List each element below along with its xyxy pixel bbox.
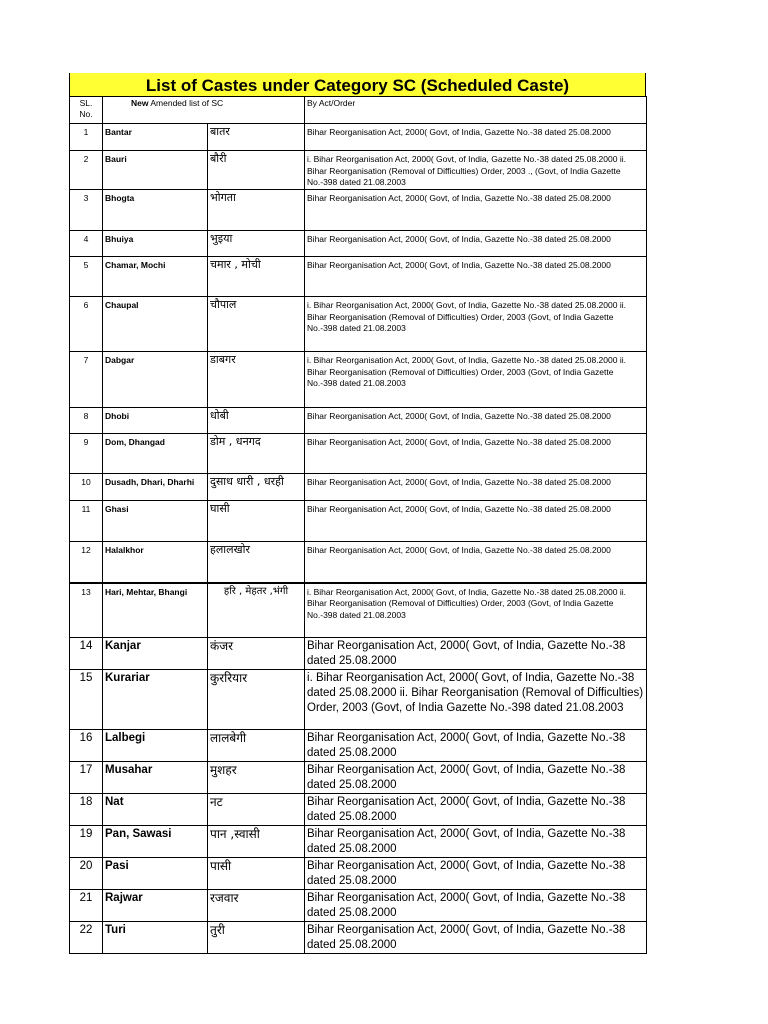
row-caste: Bhogta: [103, 190, 208, 231]
table-row: [70, 151, 647, 190]
row-sl: 9: [70, 434, 103, 474]
row-sl: 4: [70, 231, 103, 257]
row-act: Bihar Reorganisation Act, 2000( Govt, of India, Gazette No.-38 dated 25.08.2000: [305, 922, 647, 954]
table-row: [70, 638, 647, 670]
row-hindi: पान ,स्वासी: [208, 826, 305, 858]
row-caste: Chaupal: [103, 297, 208, 352]
page-title: List of Castes under Category SC (Scheduled Caste): [69, 73, 646, 96]
row-hindi: चौपाल: [208, 297, 305, 352]
table-row: [70, 670, 647, 730]
row-act: Bihar Reorganisation Act, 2000( Govt, of India, Gazette No.-38 dated 25.08.2000: [305, 124, 647, 151]
table-row: [70, 434, 647, 474]
table-row: [70, 474, 647, 501]
table-row: [70, 124, 647, 151]
row-act: Bihar Reorganisation Act, 2000( Govt, of India, Gazette No.-38 dated 25.08.2000: [305, 501, 647, 542]
table-row: [70, 762, 647, 794]
row-sl: 12: [70, 542, 103, 583]
row-act: Bihar Reorganisation Act, 2000( Govt, of India, Gazette No.-38 dated 25.08.2000: [305, 858, 647, 890]
row-caste: Ghasi: [103, 501, 208, 542]
row-act: Bihar Reorganisation Act, 2000( Govt, of India, Gazette No.-38 dated 25.08.2000: [305, 794, 647, 826]
row-hindi: बातर: [208, 124, 305, 151]
row-sl: 2: [70, 151, 103, 190]
row-sl: 11: [70, 501, 103, 542]
row-caste: Bhuiya: [103, 231, 208, 257]
row-hindi: भोगता: [208, 190, 305, 231]
row-hindi: नट: [208, 794, 305, 826]
row-sl: 8: [70, 408, 103, 434]
row-sl: 5: [70, 257, 103, 297]
row-sl: 21: [70, 890, 103, 922]
row-act: i. Bihar Reorganisation Act, 2000( Govt, of India, Gazette No.-38 dated 25.08.2000 ii. Bihar Reorganisation (Removal of Difficulties) Order, 2003 (Govt, of India Gazette No.-398 dated 21.08.2003: [305, 583, 647, 638]
row-sl: 18: [70, 794, 103, 826]
row-act: Bihar Reorganisation Act, 2000( Govt, of India, Gazette No.-38 dated 25.08.2000: [305, 890, 647, 922]
row-caste: Lalbegi: [103, 730, 208, 762]
row-hindi: मुशहर: [208, 762, 305, 794]
row-hindi: डोम , धनगद: [208, 434, 305, 474]
table-row: [70, 231, 647, 257]
row-hindi: धोबी: [208, 408, 305, 434]
row-sl: 17: [70, 762, 103, 794]
table-row: [70, 352, 647, 408]
row-hindi: हरि , मेहतर ,भंगी: [208, 583, 305, 638]
row-hindi: हलालखोर: [208, 542, 305, 583]
row-sl: 7: [70, 352, 103, 408]
row-act: Bihar Reorganisation Act, 2000( Govt, of India, Gazette No.-38 dated 25.08.2000: [305, 826, 647, 858]
table-row: [70, 826, 647, 858]
row-hindi: कंजर: [208, 638, 305, 670]
row-hindi: घासी: [208, 501, 305, 542]
row-sl: 13: [70, 583, 103, 638]
row-sl: 14: [70, 638, 103, 670]
caste-list-sheet: [69, 73, 646, 954]
row-act: Bihar Reorganisation Act, 2000( Govt, of India, Gazette No.-38 dated 25.08.2000: [305, 542, 647, 583]
row-sl: 16: [70, 730, 103, 762]
table-row: [70, 583, 647, 638]
table-row: [70, 890, 647, 922]
row-caste: Dabgar: [103, 352, 208, 408]
table-row: [70, 794, 647, 826]
row-caste: Hari, Mehtar, Bhangi: [103, 583, 208, 638]
row-hindi: लालबेगी: [208, 730, 305, 762]
row-act: Bihar Reorganisation Act, 2000( Govt, of India, Gazette No.-38 dated 25.08.2000: [305, 730, 647, 762]
caste-table: [69, 96, 647, 954]
row-hindi: चमार , मोची: [208, 257, 305, 297]
header-new-label: New: [131, 98, 149, 108]
header-amended-list: [103, 97, 305, 124]
header-amended-label: Amended list of SC: [148, 98, 224, 108]
row-act: i. Bihar Reorganisation Act, 2000( Govt, of India, Gazette No.-38 dated 25.08.2000 ii. Bihar Reorganisation (Removal of Difficulties) Order, 2003 ., (Govt, of India Gazette No.-398 dated 21.08.2003: [305, 151, 647, 190]
table-row: [70, 190, 647, 231]
table-row: [70, 501, 647, 542]
row-caste: Turi: [103, 922, 208, 954]
row-caste: Dom, Dhangad: [103, 434, 208, 474]
row-hindi: पासी: [208, 858, 305, 890]
row-sl: 20: [70, 858, 103, 890]
row-caste: Kurariar: [103, 670, 208, 730]
row-hindi: कुररियार: [208, 670, 305, 730]
row-caste: Halalkhor: [103, 542, 208, 583]
row-hindi: भुइया: [208, 231, 305, 257]
row-caste: Rajwar: [103, 890, 208, 922]
row-hindi: दुसाध धारी , धरही: [208, 474, 305, 501]
row-caste: Musahar: [103, 762, 208, 794]
row-act: Bihar Reorganisation Act, 2000( Govt, of India, Gazette No.-38 dated 25.08.2000: [305, 190, 647, 231]
row-act: i. Bihar Reorganisation Act, 2000( Govt, of India, Gazette No.-38 dated 25.08.2000 ii. Bihar Reorganisation (Removal of Difficulties) Order, 2003 (Govt, of India Gazette No.-398 dated 21.08.2003: [305, 670, 647, 730]
row-sl: 19: [70, 826, 103, 858]
row-act: Bihar Reorganisation Act, 2000( Govt, of India, Gazette No.-38 dated 25.08.2000: [305, 474, 647, 501]
row-act: Bihar Reorganisation Act, 2000( Govt, of India, Gazette No.-38 dated 25.08.2000: [305, 231, 647, 257]
row-caste: Chamar, Mochi: [103, 257, 208, 297]
row-act: i. Bihar Reorganisation Act, 2000( Govt, of India, Gazette No.-38 dated 25.08.2000 ii. Bihar Reorganisation (Removal of Difficulties) Order, 2003 (Govt, of India Gazette No.-398 dated 21.08.2003: [305, 297, 647, 352]
row-caste: Dhobi: [103, 408, 208, 434]
row-sl: 3: [70, 190, 103, 231]
row-hindi: रजवार: [208, 890, 305, 922]
table-row: [70, 257, 647, 297]
table-row: [70, 922, 647, 954]
row-caste: Pasi: [103, 858, 208, 890]
table-row: [70, 730, 647, 762]
header-by-act: By Act/Order: [305, 97, 647, 124]
row-caste: Bantar: [103, 124, 208, 151]
row-hindi: बौरी: [208, 151, 305, 190]
row-act: Bihar Reorganisation Act, 2000( Govt, of India, Gazette No.-38 dated 25.08.2000: [305, 638, 647, 670]
table-row: [70, 297, 647, 352]
table-header-row: [70, 97, 647, 124]
row-hindi: तुरी: [208, 922, 305, 954]
row-sl: 10: [70, 474, 103, 501]
row-caste: Nat: [103, 794, 208, 826]
row-act: i. Bihar Reorganisation Act, 2000( Govt, of India, Gazette No.-38 dated 25.08.2000 ii. Bihar Reorganisation (Removal of Difficulties) Order, 2003 (Govt, of India Gazette No.-398 dated 21.08.2003: [305, 352, 647, 408]
row-caste: Bauri: [103, 151, 208, 190]
row-act: Bihar Reorganisation Act, 2000( Govt, of India, Gazette No.-38 dated 25.08.2000: [305, 257, 647, 297]
table-row: [70, 542, 647, 583]
row-sl: 1: [70, 124, 103, 151]
row-act: Bihar Reorganisation Act, 2000( Govt, of India, Gazette No.-38 dated 25.08.2000: [305, 408, 647, 434]
row-act: Bihar Reorganisation Act, 2000( Govt, of India, Gazette No.-38 dated 25.08.2000: [305, 434, 647, 474]
table-row: [70, 408, 647, 434]
header-sl-no: SL. No.: [70, 97, 103, 124]
row-hindi: डाबगर: [208, 352, 305, 408]
table-row: [70, 858, 647, 890]
row-sl: 22: [70, 922, 103, 954]
row-sl: 15: [70, 670, 103, 730]
row-act: Bihar Reorganisation Act, 2000( Govt, of India, Gazette No.-38 dated 25.08.2000: [305, 762, 647, 794]
row-caste: Kanjar: [103, 638, 208, 670]
row-sl: 6: [70, 297, 103, 352]
row-caste: Pan, Sawasi: [103, 826, 208, 858]
row-caste: Dusadh, Dhari, Dharhi: [103, 474, 208, 501]
